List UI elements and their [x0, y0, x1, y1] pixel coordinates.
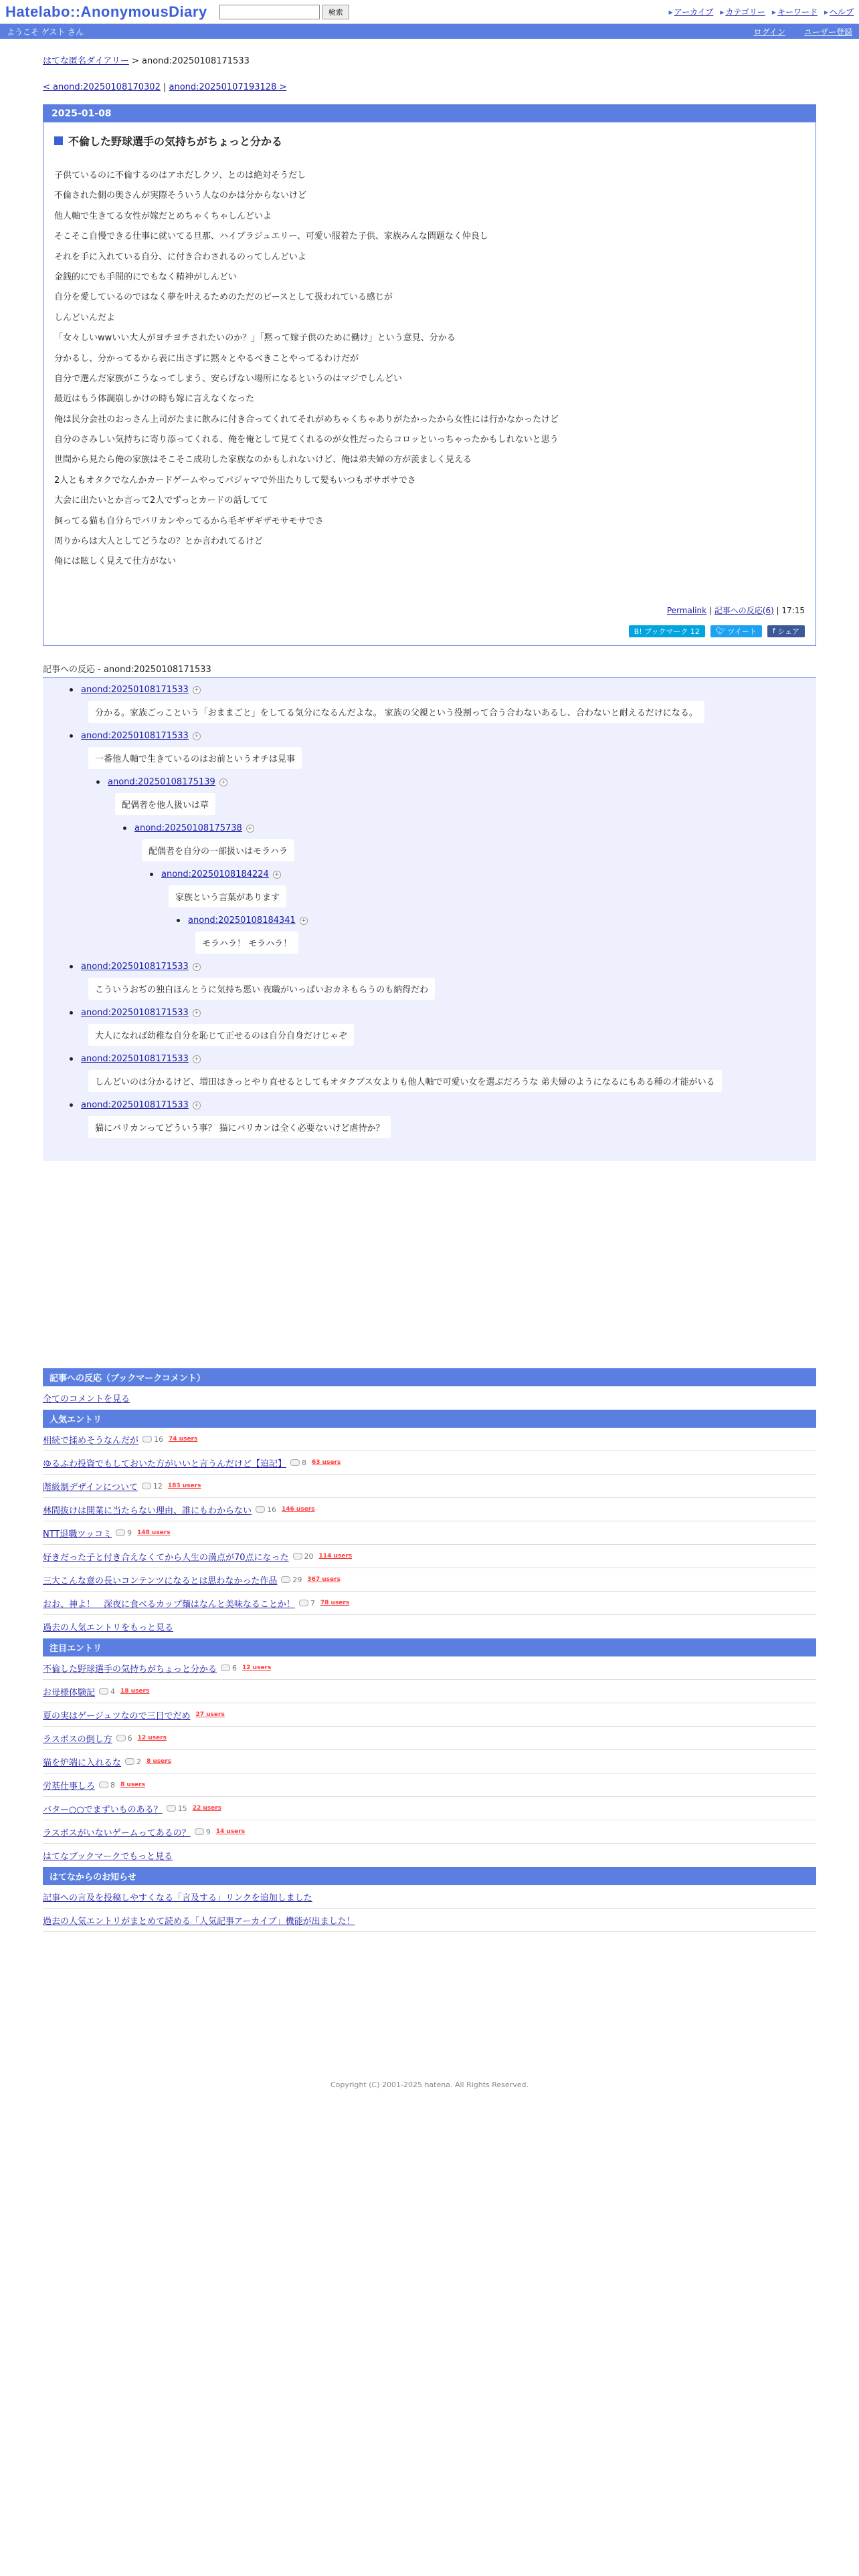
- bullet-icon: [177, 919, 180, 922]
- hot-entry-link[interactable]: 夏の実はゲージュツなので三日でだめ: [43, 1711, 191, 1721]
- bookmark-users-badge[interactable]: 18 users: [120, 1688, 150, 1695]
- hot-entry-link[interactable]: おお、神よ！ 深夜に食べるカップ麺はなんと美味なることか！: [43, 1599, 295, 1610]
- bookmark-users-badge[interactable]: 22 users: [192, 1805, 222, 1812]
- comment-bubble-icon: [299, 1600, 308, 1606]
- reaction-item: [70, 1099, 805, 1138]
- reaction-text: 分かる。家族ごっこという「おままごと」をしてる気分になるんだよな。 家族の父親という役割って合う合わないあるし、合わないと耐えるだけになる。: [88, 701, 704, 723]
- bullet-icon: [70, 734, 73, 738]
- comment-bubble-icon: [116, 1529, 125, 1536]
- login-link[interactable]: ログイン: [753, 27, 785, 37]
- reaction-item: [70, 960, 805, 1000]
- expand-plus-icon[interactable]: +: [219, 778, 227, 786]
- entry: [43, 104, 816, 646]
- entry-line: 「女々しいwwいい大人がヨチヨチされたいのか？」「黙って嫁子供のために働け」という意見、分かる: [54, 333, 456, 344]
- nav-archive-link[interactable]: ▸ アーカイブ: [669, 6, 714, 17]
- entry-title-text: 不倫した野球選手の気持ちがちょっと分かる: [68, 135, 283, 148]
- bookmark-users-badge[interactable]: 183 users: [167, 1483, 201, 1490]
- reaction-item: [70, 1053, 805, 1092]
- entry-line: 自分で選んだ家族がこうなってしまう、安らげない場所になるというのはマジでしんどい: [54, 373, 403, 384]
- entry-line: 最近はもう体調崩しかけの時も嫁に言えなくなった: [54, 394, 255, 405]
- breadcrumb-separator: >: [128, 56, 142, 66]
- breadcrumb-current: anond:20250108171533: [142, 56, 250, 66]
- prev-entry-link[interactable]: < anond:20250108170302: [43, 82, 161, 92]
- hot-entry-link[interactable]: 労基仕事しろ: [43, 1781, 96, 1792]
- site-logo[interactable]: Hatelabo::AnonymousDiary: [5, 3, 207, 20]
- bookmark-users-badge[interactable]: 74 users: [169, 1436, 198, 1443]
- comment-count-value: 4: [110, 1687, 116, 1696]
- hot-entry-link[interactable]: ゆるふわ投資でもしておいた方がいいと言うんだけど【追記】: [43, 1459, 287, 1469]
- expand-plus-icon[interactable]: +: [193, 963, 201, 971]
- comment-bubble-icon: [99, 1688, 108, 1695]
- comment-count-value: 9: [205, 1827, 211, 1836]
- expand-plus-icon[interactable]: +: [273, 871, 281, 879]
- reaction-id-link[interactable]: anond:20250108171533: [81, 1100, 189, 1111]
- comment-count: [116, 1734, 132, 1743]
- main-content: [43, 39, 816, 2089]
- hot-entry-link[interactable]: 猫を炉端に入れるな: [43, 1757, 122, 1768]
- bookmark-users-badge[interactable]: 12 users: [137, 1735, 167, 1742]
- entry-body: [43, 122, 816, 645]
- entry-line: 大会に出たいとか言って2人でずっとカードの話してて: [54, 496, 268, 506]
- expand-plus-icon[interactable]: +: [193, 1009, 201, 1017]
- bullet-icon: [70, 1011, 73, 1014]
- reaction-text: 配偶者を自分の一部扱いはモラハラ: [142, 839, 294, 861]
- news-heading: はてなからのお知らせ: [43, 1867, 816, 1885]
- entry-line: 金銭的にでも手間的にでもなく精神がしんどい: [54, 272, 237, 282]
- twitter-icon: 🐦︎: [715, 627, 728, 636]
- entry-line: 子供ているのに不倫するのはアホだしクソ、とのは絶対そうだし: [54, 171, 306, 181]
- all-comments-link[interactable]: 全てのコメントを見る: [43, 1394, 130, 1404]
- reaction-text: 配偶者を他人扱いは草: [115, 793, 215, 815]
- comment-count: [116, 1529, 132, 1537]
- bookmark-users-badge[interactable]: 12 users: [242, 1665, 272, 1672]
- comment-bubble-icon: [290, 1459, 300, 1466]
- reaction-item: [70, 683, 805, 723]
- search-input[interactable]: [219, 5, 320, 19]
- footer-copyright: Copyright (C) 2001-2025 hatena. All Rights Reserved.: [330, 2080, 529, 2089]
- register-link[interactable]: ユーザー登録: [803, 27, 852, 37]
- breadcrumb-root-link[interactable]: はてな匿名ダイアリー: [43, 56, 129, 66]
- hot-entry-link[interactable]: ラスボスがいないゲームってあるの？: [43, 1828, 191, 1838]
- popular-more-link[interactable]: 過去の人気エントリをもっと見る: [43, 1622, 174, 1633]
- hot-entry-item: [43, 1475, 816, 1498]
- bookmark-users-badge[interactable]: 367 users: [307, 1576, 341, 1584]
- popular-heading: 人気エントリ: [43, 1410, 816, 1428]
- entry-line: 俺には眩しく見えて仕方がない: [54, 556, 177, 567]
- share-buttons: [54, 625, 805, 637]
- comment-count-value: 6: [127, 1733, 132, 1743]
- hot-entry-link[interactable]: 階級制デザインについて: [43, 1482, 138, 1493]
- hot-entry-link[interactable]: NTT退職ツッコミ: [43, 1529, 112, 1539]
- comment-count-value: 6: [232, 1663, 237, 1673]
- reaction-item: [96, 776, 805, 815]
- hot-entry-item: [43, 1545, 816, 1568]
- hot-entry-link[interactable]: バター○○でまずいものある？: [43, 1804, 163, 1815]
- comment-count: [256, 1505, 276, 1514]
- bullet-icon: [70, 688, 73, 691]
- breadcrumb: [43, 53, 816, 66]
- bookmark-users-badge[interactable]: 8 users: [120, 1782, 146, 1789]
- next-entry-link[interactable]: anond:20250107193128 >: [169, 82, 287, 92]
- bullet-icon: [150, 873, 153, 876]
- attention-more-link[interactable]: はてなブックマークでもっと見る: [43, 1851, 173, 1862]
- expand-plus-icon[interactable]: +: [193, 1101, 201, 1109]
- comment-bubble-icon: [125, 1758, 134, 1765]
- hot-entry-item: [43, 1451, 816, 1475]
- tweet-label: ツイート: [727, 627, 757, 636]
- hot-entry-item: [43, 1680, 816, 1703]
- comment-bubble-icon: [281, 1576, 290, 1583]
- hot-entry-item: [43, 1498, 816, 1521]
- hot-entry-link[interactable]: お母様体験記: [43, 1687, 96, 1698]
- comment-count-value: 8: [110, 1780, 116, 1790]
- entry-line: 周りからは大人としてどうなの？とか言われてるけど: [54, 536, 264, 547]
- hot-entry-item: [43, 1521, 816, 1545]
- bookmark-users-badge[interactable]: 78 users: [320, 1600, 350, 1607]
- hot-entry-item: [43, 1428, 816, 1451]
- entry-line: 自分を愛しているのではなく夢を叶えるためのただのピースとして扱われている感じが: [54, 292, 393, 303]
- comment-count: [299, 1599, 315, 1608]
- reaction-text: こういうおぢの独白ほんとうに気持ち悪い 夜職がいっぱいおカネもらうのも納得だわ: [88, 978, 435, 1000]
- permalink-link[interactable]: Permalink: [666, 605, 707, 615]
- title-square-icon: [54, 136, 63, 145]
- bookmark-users-badge[interactable]: 146 users: [282, 1506, 315, 1513]
- entry-title: [54, 133, 805, 148]
- reaction-text: モラハラ！ モラハラ！: [195, 932, 298, 954]
- comment-count-value: 29: [292, 1575, 302, 1584]
- comment-count: [290, 1459, 306, 1467]
- bookmark-users-badge[interactable]: 114 users: [318, 1553, 353, 1560]
- reaction-item: [123, 822, 805, 861]
- facebook-share-button[interactable]: [767, 625, 805, 637]
- entry-date: 2025-01-08: [43, 105, 816, 122]
- reaction-text: 一番他人軸で生きているのはお前というオチは見事: [88, 747, 302, 769]
- reaction-id-link[interactable]: anond:20250108184341: [188, 916, 296, 926]
- reaction-id-link[interactable]: anond:20250108171533: [81, 1008, 189, 1018]
- bookmark-users-badge[interactable]: 8 users: [147, 1758, 172, 1765]
- reaction-id-link[interactable]: anond:20250108171533: [81, 962, 189, 972]
- bullet-icon: [70, 965, 73, 968]
- ad-space: [43, 1161, 816, 1368]
- hot-entry-item: [43, 1568, 816, 1592]
- entry-footer: Permalink | 記事への反応(6) | 17:15: [666, 605, 805, 615]
- welcome-text: ようこそ ゲスト さん: [7, 27, 84, 37]
- comment-bubble-icon: [142, 1436, 152, 1442]
- reaction-text: 家族という言葉があります: [169, 885, 286, 907]
- comment-bubble-icon: [195, 1828, 204, 1835]
- reactions-heading: 記事への反応 - anond:20250108171533: [43, 662, 816, 678]
- reaction-id-link[interactable]: anond:20250108184224: [161, 869, 269, 880]
- facebook-icon: f: [772, 627, 778, 636]
- banner: [0, 0, 859, 24]
- bookmark-users-badge[interactable]: 27 users: [195, 1711, 225, 1719]
- entry-line: 飼ってる猫も自分らでバリカンやってるから毛ギザギザモサモサでさ: [54, 516, 324, 526]
- hot-entry-link[interactable]: 林間抜けは開業に当たらない理由、誰にもわからない: [43, 1505, 252, 1516]
- entry-line: 俺は民分会社のおっさん上司がたまに飲みに付き合ってくれてそれがめちゃくちゃありがたかったから女性には行かなかったけど: [54, 414, 559, 425]
- hot-entry-item: [43, 1750, 816, 1774]
- entry-line: それを手に入れている自分、に付き合わされるのってしんどいよ: [54, 251, 306, 262]
- reaction-id-link[interactable]: anond:20250108171533: [81, 1054, 189, 1065]
- comment-count: [221, 1664, 237, 1673]
- comment-bubble-icon: [116, 1735, 126, 1741]
- prev-next-nav: [43, 82, 816, 92]
- facebook-label: シェア: [777, 627, 799, 636]
- bookmark-users-badge[interactable]: 63 users: [312, 1459, 341, 1467]
- news-item-link[interactable]: 過去の人気エントリがまとめて読める「人気記事アーカイブ」機能が出ました！: [43, 1916, 355, 1927]
- reaction-id-link[interactable]: anond:20250108175738: [134, 823, 242, 834]
- comment-count-value: 16: [154, 1434, 164, 1444]
- hot-entry-item: [43, 1656, 816, 1680]
- reaction-text: 猫にバリカンってどういう事？ 猫にバリカンは全く必要ないけど虐待か？: [88, 1116, 391, 1138]
- hot-entry-link[interactable]: 不倫した野球選手の気持ちがちょっと分かる: [43, 1664, 217, 1675]
- entry-line: 不倫された側の奥さんが実際そういう人なのかは分からないけど: [54, 191, 307, 201]
- attention-list: [43, 1656, 816, 1844]
- comment-count: [99, 1781, 115, 1790]
- bookmark-users-badge[interactable]: 14 users: [215, 1828, 246, 1836]
- hot-entry-item: [43, 1703, 816, 1727]
- reactions-link[interactable]: 記事への反応(6): [714, 605, 774, 615]
- reaction-text: 大人になれば幼稚な自分を恥じて正せるのは自分自身だけじゃぞ: [88, 1024, 354, 1046]
- comment-bubble-icon: [142, 1483, 151, 1489]
- bullet-icon: [96, 780, 100, 784]
- bullet-icon: [123, 827, 126, 830]
- entry-line: そこそこ自慢できる仕事に就いてる旦那、ハイブラジュエリー、可愛い服着た子供、家族みんな問題なく仲良し: [54, 231, 488, 242]
- entry-text: [54, 166, 805, 572]
- entry-time: 17:15: [781, 605, 805, 615]
- expand-plus-icon[interactable]: +: [193, 732, 201, 740]
- bookmark-comments-heading: 記事への反応（ブックマークコメント）: [43, 1368, 816, 1386]
- comment-count-value: 15: [177, 1804, 187, 1813]
- comment-bubble-icon: [167, 1805, 176, 1812]
- comment-bubble-icon: [256, 1506, 265, 1513]
- bookmark-users-badge[interactable]: 148 users: [137, 1529, 171, 1537]
- bookmark-button[interactable]: B! ブックマーク 12: [629, 625, 705, 637]
- news-item-link[interactable]: 記事への言及を投稿しやすくなる「言及する」リンクを追加しました: [43, 1893, 312, 1903]
- comment-count: [125, 1757, 141, 1766]
- entry-line: 分かるし、分かってるから表に出さずに黙々とやるべきことやってるわけだが: [54, 353, 359, 364]
- reaction-text: しんどいのは分かるけど、増田はきっとやり直せるとしてもオタクブス女よりも他人軸で可愛い女を選ぶだろうな 弟夫婦のようになるにもある種の才能がいる: [88, 1070, 722, 1092]
- nav-category-link[interactable]: ▸ カテゴリー: [720, 6, 765, 17]
- comment-count-value: 12: [153, 1481, 163, 1491]
- reaction-item: [177, 914, 805, 954]
- comment-count-value: 20: [304, 1551, 314, 1561]
- comment-count: [167, 1804, 187, 1813]
- bullet-icon: [70, 1103, 73, 1107]
- entry-line: しんどいんだよ: [54, 312, 116, 323]
- expand-plus-icon[interactable]: +: [193, 686, 201, 694]
- hot-entry-item: [43, 1797, 816, 1820]
- search-form: [219, 5, 349, 19]
- prev-next-separator: |: [160, 82, 169, 92]
- comment-count: [99, 1687, 115, 1696]
- reaction-item: [70, 730, 805, 769]
- comment-count: [142, 1482, 163, 1491]
- hot-entry-item: [43, 1820, 816, 1844]
- comment-count-value: 16: [267, 1505, 277, 1514]
- comment-count-value: 7: [310, 1598, 315, 1608]
- comment-count: [293, 1552, 314, 1561]
- reaction-id-link[interactable]: anond:20250108171533: [81, 685, 189, 695]
- hot-entry-link[interactable]: 好きだった子と付き合えなくてから人生の満点が70点になった: [43, 1552, 289, 1563]
- popular-list: [43, 1428, 816, 1615]
- comment-count: [281, 1576, 302, 1584]
- reaction-id-link[interactable]: anond:20250108175139: [108, 777, 215, 788]
- hot-entry-item: [43, 1774, 816, 1797]
- hot-entry-item: [43, 1592, 816, 1615]
- entry-line: 自分のさみしい気持ちに寄り添ってくれる、俺を俺として見てくれるのが女性だったらコロッといっちゃったかもしれないと思う: [54, 435, 559, 445]
- user-bar: [0, 24, 859, 39]
- nav-keyword-link[interactable]: ▸ キーワード: [772, 6, 818, 17]
- search-button[interactable]: 検索: [322, 5, 349, 19]
- entry-line: 2人ともオタクでなんかカードゲームやってパジャマで外出たりして髪もいつもボサボサでさ: [54, 475, 416, 486]
- comment-count-value: 2: [136, 1757, 142, 1766]
- entry-line: 他人軸で生きてる女性が嫁だとめちゃくちゃしんどいよ: [54, 211, 272, 221]
- expand-plus-icon[interactable]: +: [193, 1055, 201, 1063]
- comment-count: [142, 1435, 163, 1444]
- comment-bubble-icon: [221, 1665, 230, 1671]
- nav-help-link[interactable]: ▸ ヘルプ: [824, 6, 854, 17]
- attention-heading: 注目エントリ: [43, 1638, 816, 1656]
- reaction-id-link[interactable]: anond:20250108171533: [81, 731, 189, 742]
- comment-bubble-icon: [293, 1553, 302, 1560]
- reaction-item: [70, 1006, 805, 1046]
- hot-entry-link[interactable]: 相続で揉めそうなんだが: [43, 1435, 139, 1446]
- bullet-icon: [70, 1057, 73, 1061]
- comment-count: [195, 1828, 211, 1836]
- hot-entry-item: [43, 1727, 816, 1750]
- hot-entry-link[interactable]: ラスボスの倒し方: [43, 1734, 112, 1745]
- tweet-button[interactable]: [710, 625, 762, 637]
- reaction-item: [150, 868, 805, 907]
- expand-plus-icon[interactable]: +: [300, 917, 308, 925]
- comment-count-value: 8: [302, 1458, 307, 1467]
- reactions-list: [43, 678, 816, 1161]
- comment-count-value: 9: [127, 1528, 132, 1537]
- top-nav: [669, 6, 854, 17]
- hot-entry-link[interactable]: 三大こんな意の長いコンテンツになるとは思わなかった作品: [43, 1576, 278, 1586]
- expand-plus-icon[interactable]: +: [246, 825, 254, 833]
- entry-line: 世間から見たら俺の家族はそこそこ成功した家族なのかもしれないけど、俺は弟夫婦の方が羨ましく見える: [54, 455, 472, 465]
- comment-bubble-icon: [99, 1782, 108, 1788]
